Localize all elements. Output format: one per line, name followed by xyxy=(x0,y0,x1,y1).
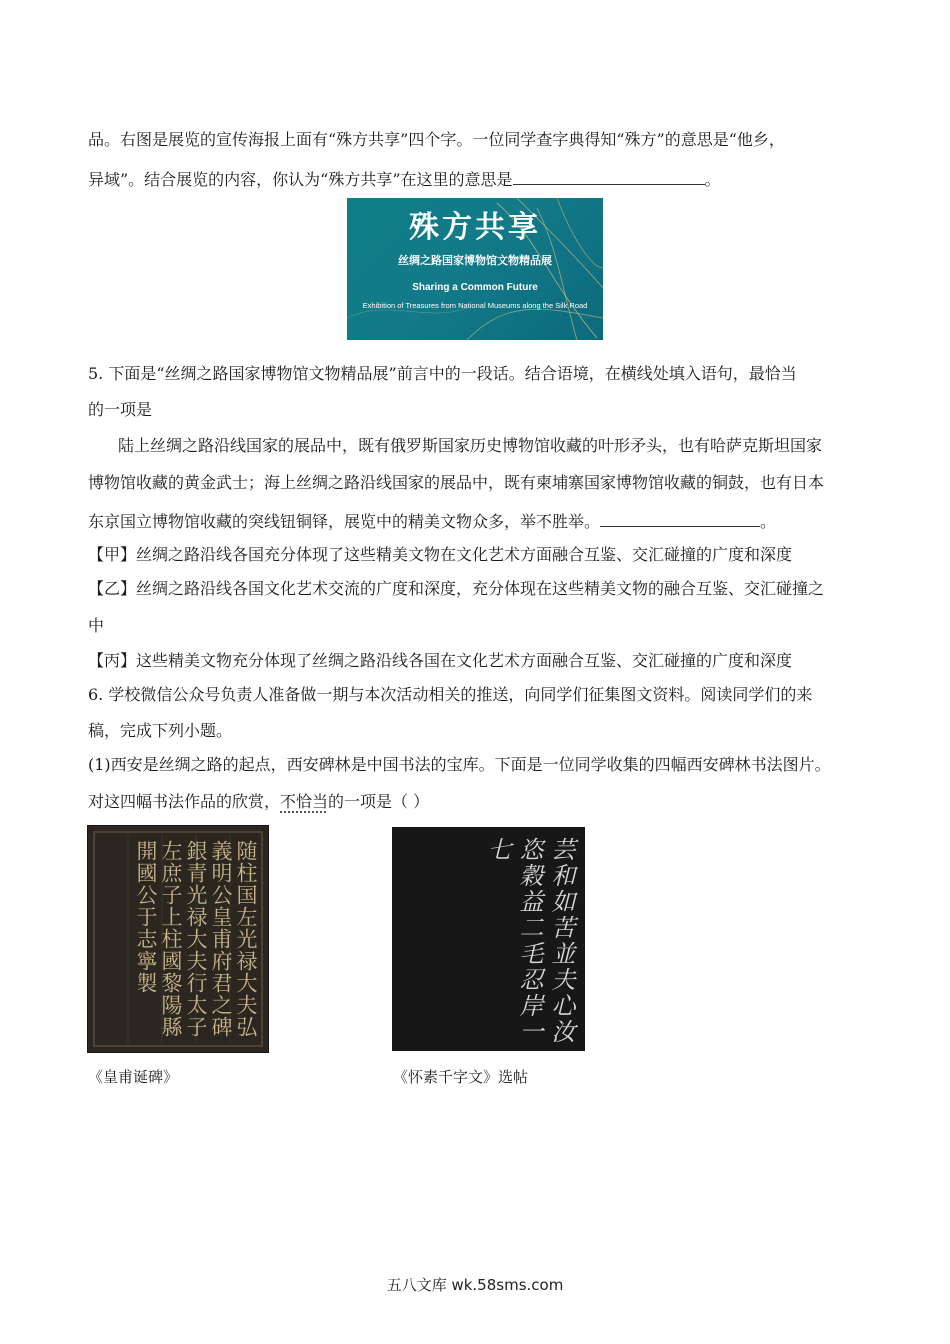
question-text: 对这四幅书法作品的欣赏， xyxy=(88,792,281,811)
option-bing: 【丙】这些精美文物充分体现了丝绸之路沿线各国在文化艺术方面融合互鉴、交汇碰撞的广度和深度 xyxy=(88,651,793,670)
image-caption: 《皇甫诞碑》 xyxy=(88,1068,179,1086)
paragraph-line xyxy=(88,166,721,192)
image-caption: 《怀素千字文》选帖 xyxy=(393,1068,529,1086)
poster-title: 殊方共享 xyxy=(409,210,541,245)
option-jia: 【甲】丝绸之路沿线各国充分体现了这些精美文物在文化艺术方面融合互鉴、交汇碰撞的广度和深度 xyxy=(88,545,793,564)
paragraph-line: 品。右图是展览的宣传海报上面有“殊方共享”四个字。一位同学查字典得知“殊方”的意思是“他乡， xyxy=(88,130,785,149)
passage-line: 陆上丝绸之路沿线国家的展品中，既有俄罗斯国家历史博物馆收藏的叶形矛头，也有哈萨克斯坦国家 xyxy=(118,436,823,455)
question-6-line: 6. 学校微信公众号负责人准备做一期与本次活动相关的推送，向同学们征集图文资料。阅读同学们的来 xyxy=(88,685,813,704)
calligraphy-text: 随柱国左光禄大夫弘義明公皇甫府君之碑銀青光禄大夫行太子左庶子上柱國黎陽縣開國公于志寧製 xyxy=(134,840,258,1038)
poster-english-subtitle: Exhibition of Treasures from National Museums along the Silk Road xyxy=(362,301,588,310)
answer-blank[interactable] xyxy=(600,508,760,527)
poster-subtitle: 丝绸之路国家博物馆文物精品展 xyxy=(398,254,552,267)
option-yi: 【乙】丝绸之路沿线各国文化艺术交流的广度和深度，充分体现在这些精美文物的融合互鉴、交汇碰撞之 xyxy=(88,579,825,598)
question-6-1-line: (1)西安是丝绸之路的起点，西安碑林是中国书法的宝库。下面是一位同学收集的四幅西安碑林书法图片。 xyxy=(88,755,831,774)
question-text: 异域”。结合展览的内容，你认为“殊方共享”在这里的意思是 xyxy=(88,170,513,189)
question-6-1-line xyxy=(88,790,429,814)
punctuation: 。 xyxy=(760,512,777,531)
question-5-line: 的一项是 xyxy=(88,400,153,419)
answer-blank[interactable] xyxy=(513,166,705,185)
calligraphy-image-huangfudan xyxy=(87,825,269,1053)
passage-line: 博物馆收藏的黄金武士；海上丝绸之路沿线国家的展品中，既有柬埔寨国家博物馆收藏的铜鼓，也有日本 xyxy=(88,473,825,492)
question-5-line: 5. 下面是“丝绸之路国家博物馆文物精品展”前言中的一段话。结合语境，在横线处填入语句，最恰当 xyxy=(88,364,797,383)
question-6-line: 稿，完成下列小题。 xyxy=(88,721,233,740)
poster-english-title: Sharing a Common Future xyxy=(412,282,538,293)
passage-line xyxy=(88,508,776,534)
passage-text: 东京国立博物馆收藏的突线钮铜铎，展览中的精美文物众多，举不胜举。 xyxy=(88,512,601,531)
question-text: 的一项是（ ） xyxy=(328,792,430,811)
exhibition-poster xyxy=(347,198,603,340)
emphasis-text: 不恰当 xyxy=(280,792,329,811)
calligraphy-image-huaisu xyxy=(392,827,585,1051)
footer-watermark: 五八文库 wk.58sms.com xyxy=(386,1276,564,1294)
option-yi-continued: 中 xyxy=(88,616,105,635)
calligraphy-text: 芸和如苦並夫心汝恣穀益二毛忍岸一七 xyxy=(483,837,575,1045)
punctuation: 。 xyxy=(704,170,721,189)
